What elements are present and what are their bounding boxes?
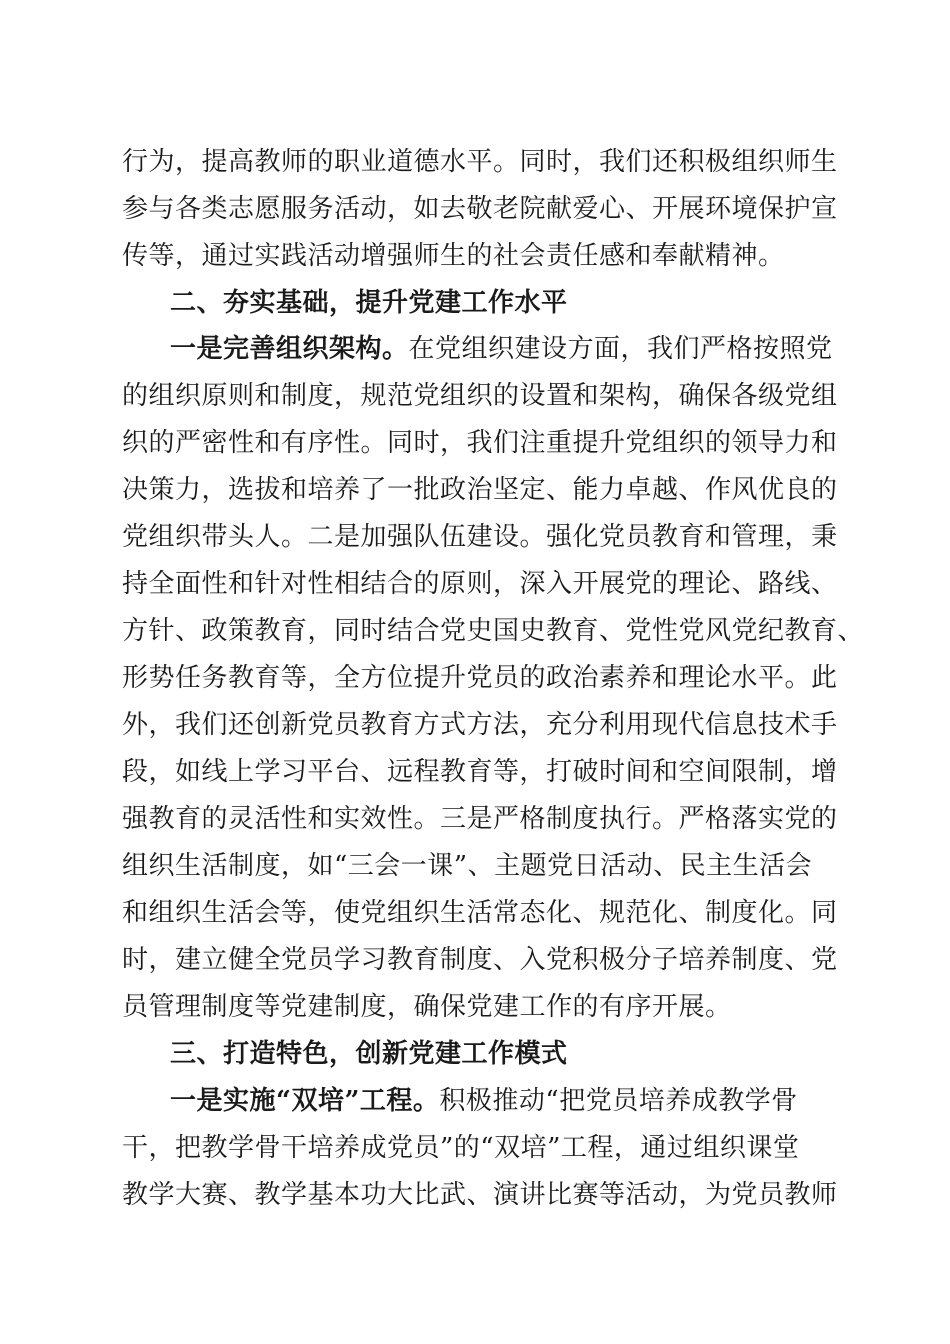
section-heading: 二、夯实基础，提升党建工作水平: [170, 288, 568, 318]
paragraph-first-line: [170, 1085, 798, 1117]
paragraph-line: 和组织生活会等，使党组织生活常态化、规范化、制度化。同: [122, 898, 838, 928]
paragraph-line: 方针、政策教育，同时结合党史国史教育、党性党风党纪教育、: [122, 616, 865, 646]
paragraph-line: 强教育的灵活性和实效性。三是严格制度执行。严格落实党的: [122, 804, 838, 834]
paragraph-line: 员管理制度等党建制度，确保党建工作的有序开展。: [122, 992, 732, 1022]
paragraph-text: 在党组织建设方面，我们严格按照党: [408, 334, 833, 364]
paragraph-line: 的组织原则和制度，规范党组织的设置和架构，确保各级党组: [122, 381, 838, 411]
paragraph-line: 传等，通过实践活动增强师生的社会责任感和奉献精神。: [122, 241, 785, 271]
paragraph-line: 参与各类志愿服务活动，如去敬老院献爱心、开展环境保护宣: [122, 194, 838, 224]
paragraph-lead: 一是完善组织架构。: [170, 334, 409, 364]
paragraph-line: 党组织带头人。二是加强队伍建设。强化党员教育和管理，秉: [122, 522, 838, 552]
paragraph-line: 外，我们还创新党员教育方式方法，充分利用现代信息技术手: [122, 710, 838, 740]
paragraph-line: 行为，提高教师的职业道德水平。同时，我们还积极组织师生: [122, 147, 838, 177]
paragraph-line: 组织生活制度，如“三会一课”、主题党日活动、民主生活会: [122, 851, 813, 881]
paragraph-line: 织的严密性和有序性。同时，我们注重提升党组织的领导力和: [122, 428, 838, 458]
paragraph-first-line: [170, 333, 833, 365]
paragraph-lead: 一是实施“双培”工程。: [170, 1086, 440, 1116]
section-heading: 三、打造特色，创新党建工作模式: [170, 1039, 568, 1069]
paragraph-line: 形势任务教育等，全方位提升党员的政治素养和理论水平。此: [122, 663, 838, 693]
paragraph-text: 积极推动“把党员培养成教学骨: [439, 1086, 798, 1116]
paragraph-line: 持全面性和针对性相结合的原则，深入开展党的理论、路线、: [122, 569, 838, 599]
paragraph-line: 时，建立健全党员学习教育制度、入党积极分子培养制度、党: [122, 945, 838, 975]
paragraph-line: 段，如线上学习平台、远程教育等，打破时间和空间限制，增: [122, 757, 838, 787]
paragraph-line: 干，把教学骨干培养成党员”的“双培”工程，通过组织课堂: [122, 1133, 800, 1163]
paragraph-line: 决策力，选拔和培养了一批政治坚定、能力卓越、作风优良的: [122, 475, 838, 505]
paragraph-line: 教学大赛、教学基本功大比武、演讲比赛等活动，为党员教师: [122, 1180, 838, 1210]
